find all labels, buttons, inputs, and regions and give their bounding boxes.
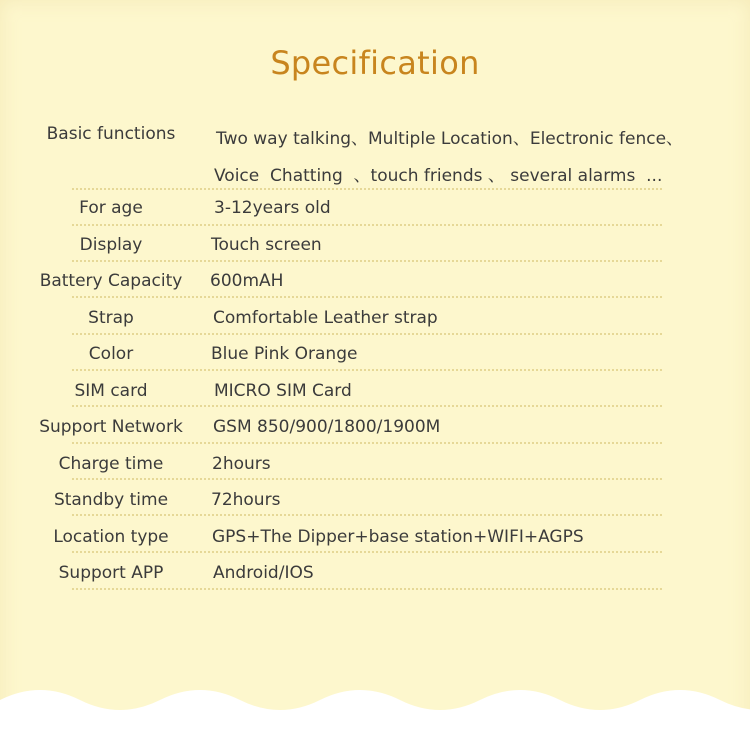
- row-divider: [72, 405, 662, 407]
- spec-label: Display: [79, 235, 143, 255]
- spec-label: Color: [88, 344, 134, 364]
- row-divider: [72, 442, 662, 444]
- row-divider: [72, 551, 662, 553]
- spec-label: Support APP: [58, 563, 164, 583]
- row-divider: [72, 514, 662, 516]
- spec-value: Touch screen: [211, 235, 322, 255]
- page-title: Specification: [270, 44, 480, 82]
- spec-value: 72hours: [211, 490, 281, 510]
- spec-label: SIM card: [74, 381, 148, 401]
- row-divider: [72, 224, 662, 226]
- row-divider: [72, 369, 662, 371]
- spec-row-location-type: [0, 519, 750, 555]
- spec-value: GSM 850/900/1800/1900M: [213, 417, 441, 437]
- spec-row-strap: [0, 300, 750, 336]
- spec-row-for-age: [0, 190, 750, 226]
- spec-row-network: [0, 409, 750, 445]
- row-divider: [72, 478, 662, 480]
- spec-row-battery: [0, 263, 750, 299]
- spec-value: 600mAH: [210, 271, 284, 291]
- spec-value: Blue Pink Orange: [211, 344, 358, 364]
- spec-value: Comfortable Leather strap: [213, 308, 438, 328]
- spec-label: Location type: [53, 527, 169, 547]
- spec-label: Support Network: [39, 417, 183, 437]
- spec-row-color: [0, 336, 750, 372]
- spec-row-charge-time: [0, 446, 750, 482]
- spec-value: Android/IOS: [213, 563, 314, 583]
- spec-label: Strap: [88, 308, 134, 328]
- spec-row-support-app: [0, 555, 750, 591]
- basic-functions-label: Basic functions: [46, 124, 176, 144]
- basic-functions-line-2: Voice Chatting 、touch friends 、 several alarms ...: [214, 166, 663, 186]
- row-divider: [72, 588, 662, 590]
- spec-label: For age: [79, 198, 143, 218]
- spec-value: 3-12years old: [214, 198, 331, 218]
- row-divider: [72, 333, 662, 335]
- spec-value: MICRO SIM Card: [214, 381, 352, 401]
- spec-label: Standby time: [53, 490, 169, 510]
- spec-row-display: [0, 227, 750, 263]
- spec-value: 2hours: [212, 454, 271, 474]
- spec-row-sim-card: [0, 373, 750, 409]
- row-divider: [72, 296, 662, 298]
- spec-label: Battery Capacity: [39, 271, 183, 291]
- spec-row-standby-time: [0, 482, 750, 518]
- spec-label: Charge time: [58, 454, 164, 474]
- row-divider: [72, 260, 662, 262]
- spec-value: GPS+The Dipper+base station+WIFI+AGPS: [212, 527, 584, 547]
- basic-functions-line-1: Two way talking、Multiple Location、Electronic fence、: [216, 129, 684, 149]
